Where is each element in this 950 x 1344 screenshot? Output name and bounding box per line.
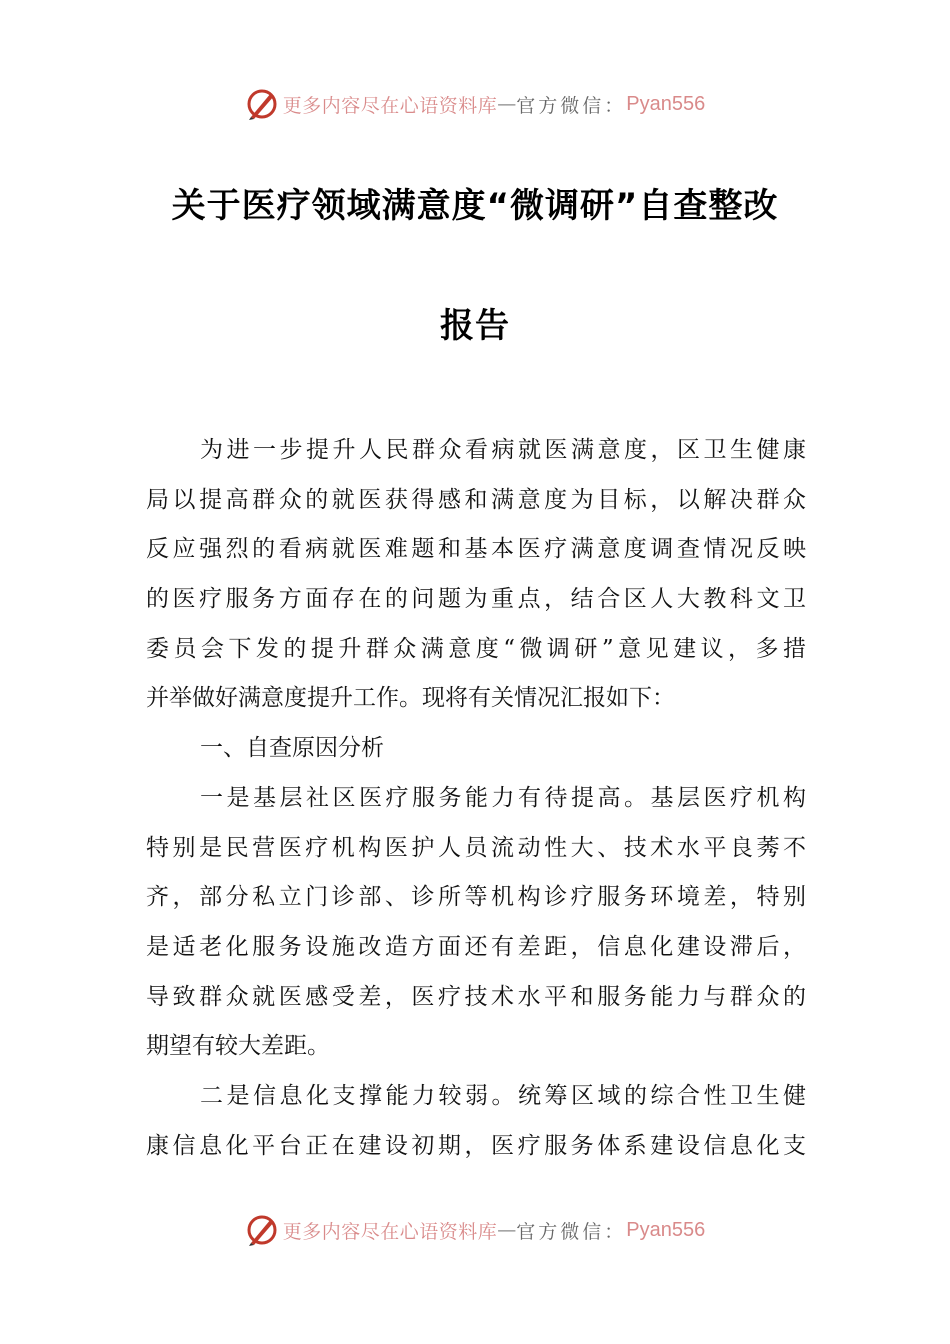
banner-wechat-label: 官方微信： [516,94,627,117]
banner-wechat-id: Pyan556 [626,92,706,115]
document-body [146,426,806,1171]
banner-separator: — [497,93,517,115]
body-line: 并举做好满意度提升工作。现将有关情况汇报如下： [146,685,675,712]
body-line: 特别是民营医疗机构医护人员流动性大、技术水平良莠不 [146,834,806,861]
banner-separator: — [497,1219,517,1241]
document-title-line-1: 关于医疗领域满意度“微调研”自查整改 [171,186,779,226]
body-line: 期望有较大差距。 [146,1033,330,1060]
banner-wechat-id: Pyan556 [626,1218,706,1241]
body-line: 的医疗服务方面存在的问题为重点，结合区人大教科文卫 [146,586,806,613]
document-title-line-2: 报告 [440,306,510,346]
banner-wechat-label: 官方微信： [516,1220,627,1243]
body-line: 局以提高群众的就医获得感和满意度为目标，以解决群众 [146,486,806,513]
body-line: 二是信息化支撑能力较弱。统筹区域的综合性卫生健 [200,1082,806,1109]
section-heading: 一、自查原因分析 [200,735,384,762]
banner-text: 更多内容尽在心语资料库 [282,1220,498,1243]
banner-text: 更多内容尽在心语资料库 [282,94,498,117]
body-line: 一是基层社区医疗服务能力有待提高。基层医疗机构 [200,784,806,811]
footer-watermark-banner [0,1210,950,1250]
pen-logo-icon [245,1213,279,1247]
body-line: 齐，部分私立门诊部、诊所等机构诊疗服务环境差，特别 [146,884,806,911]
header-watermark-banner [0,84,950,124]
body-line: 反应强烈的看病就医难题和基本医疗满意度调查情况反映 [146,536,806,563]
body-line: 康信息化平台正在建设初期，医疗服务体系建设信息化支 [146,1132,806,1159]
body-line: 是适老化服务设施改造方面还有差距，信息化建设滞后， [146,933,806,960]
pen-logo-icon [245,87,279,121]
body-line: 为进一步提升人民群众看病就医满意度，区卫生健康 [200,437,806,463]
body-line: 委员会下发的提升群众满意度“微调研”意见建议，多措 [146,635,806,662]
body-line: 导致群众就医感受差，医疗技术水平和服务能力与群众的 [146,983,806,1010]
